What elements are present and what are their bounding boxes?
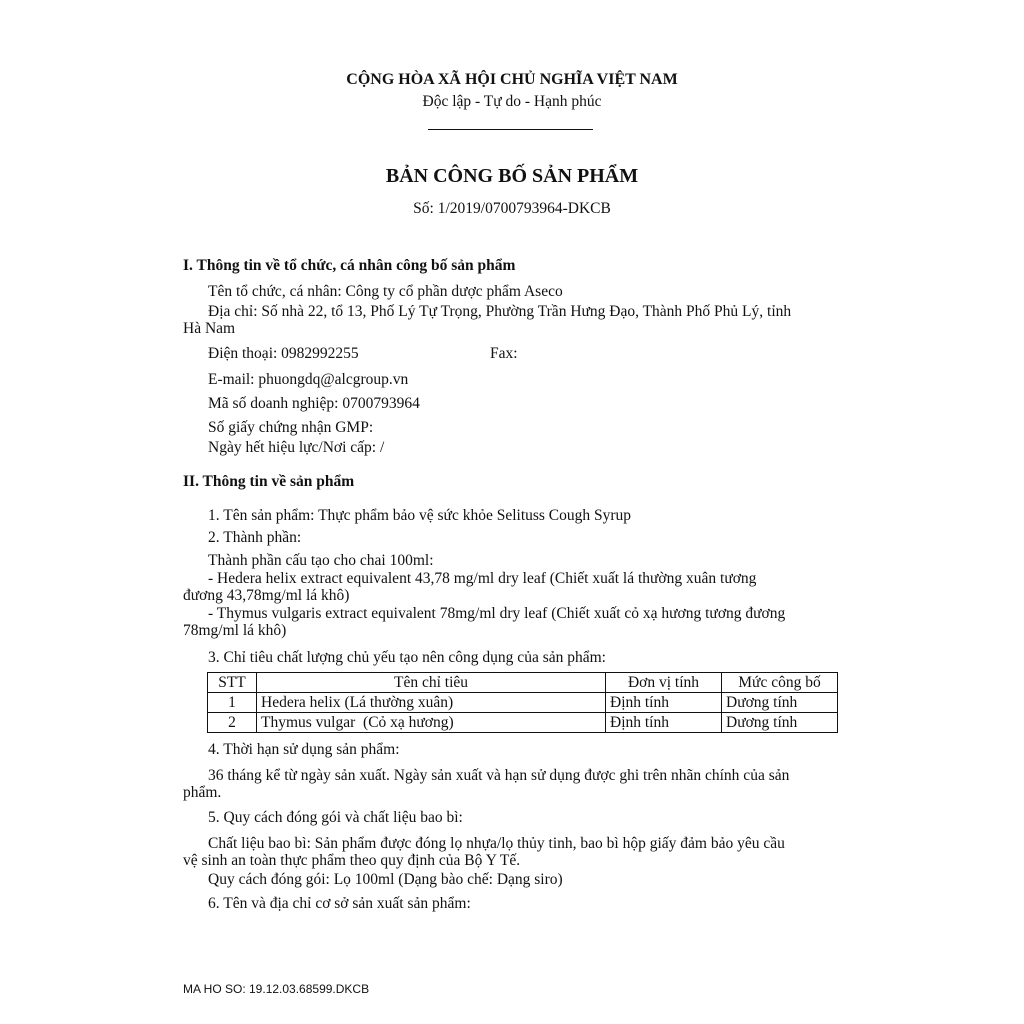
gmp-expiry: Ngày hết hiệu lực/Nơi cấp: / bbox=[208, 439, 385, 456]
ingredient2-line1: - Thymus vulgaris extract equivalent 78mg/ml dry leaf (Chiết xuất cỏ xạ hương tương đương bbox=[208, 605, 786, 622]
shelf-life-line2: phẩm. bbox=[183, 784, 222, 801]
quality-table bbox=[207, 672, 838, 733]
phone: Điện thoại: 0982992255 bbox=[208, 345, 359, 362]
table-header-row bbox=[208, 673, 838, 693]
address-line2: Hà Nam bbox=[183, 320, 236, 337]
email: E-mail: phuongdq@alcgroup.vn bbox=[208, 371, 409, 388]
table-header-cell: STT bbox=[208, 673, 257, 693]
section1-heading: I. Thông tin về tổ chức, cá nhân công bố sản phẩm bbox=[183, 257, 516, 274]
table-cell: Định tính bbox=[606, 713, 722, 733]
packaging-line1: Chất liệu bao bì: Sản phẩm được đóng lọ nhựa/lọ thủy tinh, bao bì hộp giấy đảm bảo yêu cầu bbox=[208, 835, 785, 852]
manufacturer-heading: 6. Tên và địa chỉ cơ sở sản xuất sản phẩm: bbox=[208, 895, 471, 912]
document-number: Số: 1/2019/0700793964-DKCB bbox=[413, 200, 611, 217]
table-header-cell: Tên chỉ tiêu bbox=[257, 673, 606, 693]
table-cell: 1 bbox=[208, 693, 257, 713]
shelf-life-heading: 4. Thời hạn sử dụng sản phẩm: bbox=[208, 741, 400, 758]
ingredient1-line1: - Hedera helix extract equivalent 43,78 mg/ml dry leaf (Chiết xuất lá thường xuân tương bbox=[208, 570, 757, 587]
country-heading: CỘNG HÒA XÃ HỘI CHỦ NGHĨA VIỆT NAM bbox=[346, 71, 678, 88]
address-line1: Địa chỉ: Số nhà 22, tổ 13, Phố Lý Tự Trọng, Phường Trần Hưng Đạo, Thành Phố Phủ Lý, tỉnh bbox=[208, 303, 792, 320]
table-cell: Hedera helix (Lá thường xuân) bbox=[257, 693, 606, 713]
ingredients-heading: 2. Thành phần: bbox=[208, 529, 302, 546]
table-header-cell: Mức công bố bbox=[722, 673, 838, 693]
table-cell: Dương tính bbox=[722, 693, 838, 713]
fax: Fax: bbox=[490, 345, 518, 362]
document-title: BẢN CÔNG BỐ SẢN PHẨM bbox=[385, 165, 639, 187]
table-row bbox=[208, 713, 838, 733]
shelf-life-line1: 36 tháng kể từ ngày sản xuất. Ngày sản xuất và hạn sử dụng được ghi trên nhãn chính của sản bbox=[208, 767, 790, 784]
motto: Độc lập - Tự do - Hạnh phúc bbox=[422, 93, 602, 110]
table-row bbox=[208, 693, 838, 713]
packaging-line2: vệ sinh an toàn thực phẩm theo quy định của Bộ Y Tế. bbox=[183, 852, 521, 869]
org-name: Tên tổ chức, cá nhân: Công ty cổ phần dược phẩm Aseco bbox=[208, 283, 563, 300]
table-cell: Thymus vulgar (Cỏ xạ hương) bbox=[257, 713, 606, 733]
ingredients-intro: Thành phần cấu tạo cho chai 100ml: bbox=[208, 552, 434, 569]
product-name: 1. Tên sản phẩm: Thực phẩm bảo vệ sức khỏe Selituss Cough Syrup bbox=[208, 507, 632, 524]
table-header-cell: Đơn vị tính bbox=[606, 673, 722, 693]
packaging-spec: Quy cách đóng gói: Lọ 100ml (Dạng bào chế: Dạng siro) bbox=[208, 871, 563, 888]
ingredient1-line2: đương 43,78mg/ml lá khô) bbox=[183, 587, 350, 604]
business-code: Mã số doanh nghiệp: 0700793964 bbox=[208, 395, 420, 412]
quality-heading: 3. Chỉ tiêu chất lượng chủ yếu tạo nên công dụng của sản phẩm: bbox=[208, 649, 606, 666]
table-cell: Định tính bbox=[606, 693, 722, 713]
ingredient2-line2: 78mg/ml lá khô) bbox=[183, 622, 287, 639]
section2-heading: II. Thông tin về sản phẩm bbox=[183, 473, 355, 490]
packaging-heading: 5. Quy cách đóng gói và chất liệu bao bì: bbox=[208, 809, 463, 826]
dossier-code: MA HO SO: 19.12.03.68599.DKCB bbox=[183, 982, 370, 996]
table-cell: Dương tính bbox=[722, 713, 838, 733]
gmp-number: Số giấy chứng nhận GMP: bbox=[208, 419, 374, 436]
table-cell: 2 bbox=[208, 713, 257, 733]
motto-underline bbox=[428, 129, 593, 130]
